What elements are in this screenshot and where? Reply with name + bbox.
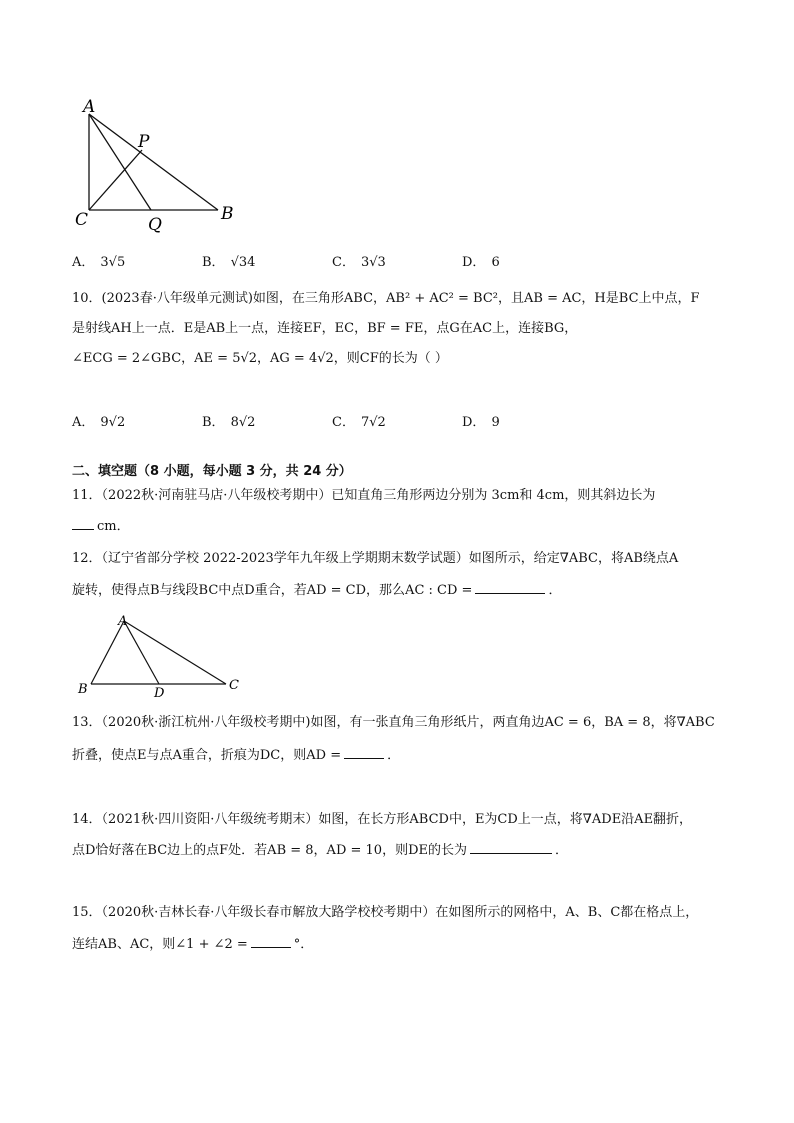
section-title-fill-in: 二、填空题（8 小题，每小题 3 分，共 24 分） bbox=[72, 464, 352, 479]
q9-option-d[interactable]: D． 6 bbox=[462, 255, 500, 270]
label-c: C bbox=[75, 210, 89, 230]
q9-options bbox=[72, 254, 592, 272]
q11-answer-blank[interactable] bbox=[72, 517, 94, 530]
q12-line2: 旋转，使得点B与线段BC中点D重合，若AD = CD，那么AC : CD = ． bbox=[72, 583, 562, 598]
q13-answer-blank[interactable] bbox=[344, 746, 384, 759]
figure-triangle-abc bbox=[74, 610, 249, 700]
q10-line1: 10．(2023春·八年级单元测试)如图，在三角形ABC，AB² + AC² = BC²，且AB = AC，H是BC上中点，F bbox=[72, 291, 700, 306]
label-a: A bbox=[118, 614, 128, 629]
q14-line2: 点D恰好落在BC边上的点F处．若AB = 8，AD = 10，则DE的长为 ． bbox=[72, 843, 568, 858]
label-b: B bbox=[221, 204, 234, 224]
q15-line2: 连结AB、AC，则∠1 + ∠2 = °． bbox=[72, 937, 314, 952]
q9-option-b[interactable]: B． √34 bbox=[202, 255, 256, 270]
q14-line1: 14．（2021秋·四川资阳·八年级统考期末）如图，在长方形ABCD中，E为CD上一点，将∇ADE沿AE翻折， bbox=[72, 812, 693, 827]
q12-line1: 12．（辽宁省部分学校 2022-2023学年九年级上学期期末数学试题）如图所示，给定∇ABC，将AB绕点A bbox=[72, 551, 679, 566]
q10-option-c[interactable]: C． 7√2 bbox=[332, 415, 386, 430]
label-d: D bbox=[154, 686, 165, 701]
q9-option-a[interactable]: A． 3√5 bbox=[72, 255, 126, 270]
q12-answer-blank[interactable] bbox=[475, 581, 545, 594]
label-a: A bbox=[83, 97, 96, 117]
figure-triangle-apq bbox=[75, 95, 248, 235]
label-c: C bbox=[229, 678, 239, 693]
label-p: P bbox=[138, 132, 150, 152]
q9-option-c[interactable]: C． 3√3 bbox=[332, 255, 386, 270]
q15-line1: 15．（2020秋·吉林长春·八年级长春市解放大路学校校考期中）在如图所示的网格中，A、B、C都在格点上， bbox=[72, 905, 699, 920]
q10-option-a[interactable]: A． 9√2 bbox=[72, 415, 126, 430]
q13-line2: 折叠，使点E与点A重合，折痕为DC，则AD = ． bbox=[72, 748, 401, 763]
label-q: Q bbox=[148, 215, 162, 235]
q11-line2: cm． bbox=[72, 517, 130, 536]
label-b: B bbox=[78, 682, 88, 697]
q11-line1: 11．（2022秋·河南驻马店·八年级校考期中）已知直角三角形两边分别为 3cm和 4cm，则其斜边长为 bbox=[72, 488, 656, 503]
q10-option-d[interactable]: D． 9 bbox=[462, 415, 500, 430]
q10-line3: ∠ECG = 2∠GBC，AE = 5√2，AG = 4√2，则CF的长为（ ） bbox=[72, 351, 448, 366]
q14-answer-blank[interactable] bbox=[470, 841, 552, 854]
q15-answer-blank[interactable] bbox=[251, 935, 291, 948]
q10-line2: 是射线AH上一点．E是AB上一点，连接EF，EC，BF = FE，点G在AC上，连接BG， bbox=[72, 321, 578, 336]
q10-options bbox=[72, 414, 592, 432]
q13-line1: 13．（2020秋·浙江杭州·八年级校考期中)如图，有一张直角三角形纸片，两直角边AC = 6，BA = 8，将∇ABC bbox=[72, 715, 715, 730]
q10-option-b[interactable]: B． 8√2 bbox=[202, 415, 256, 430]
